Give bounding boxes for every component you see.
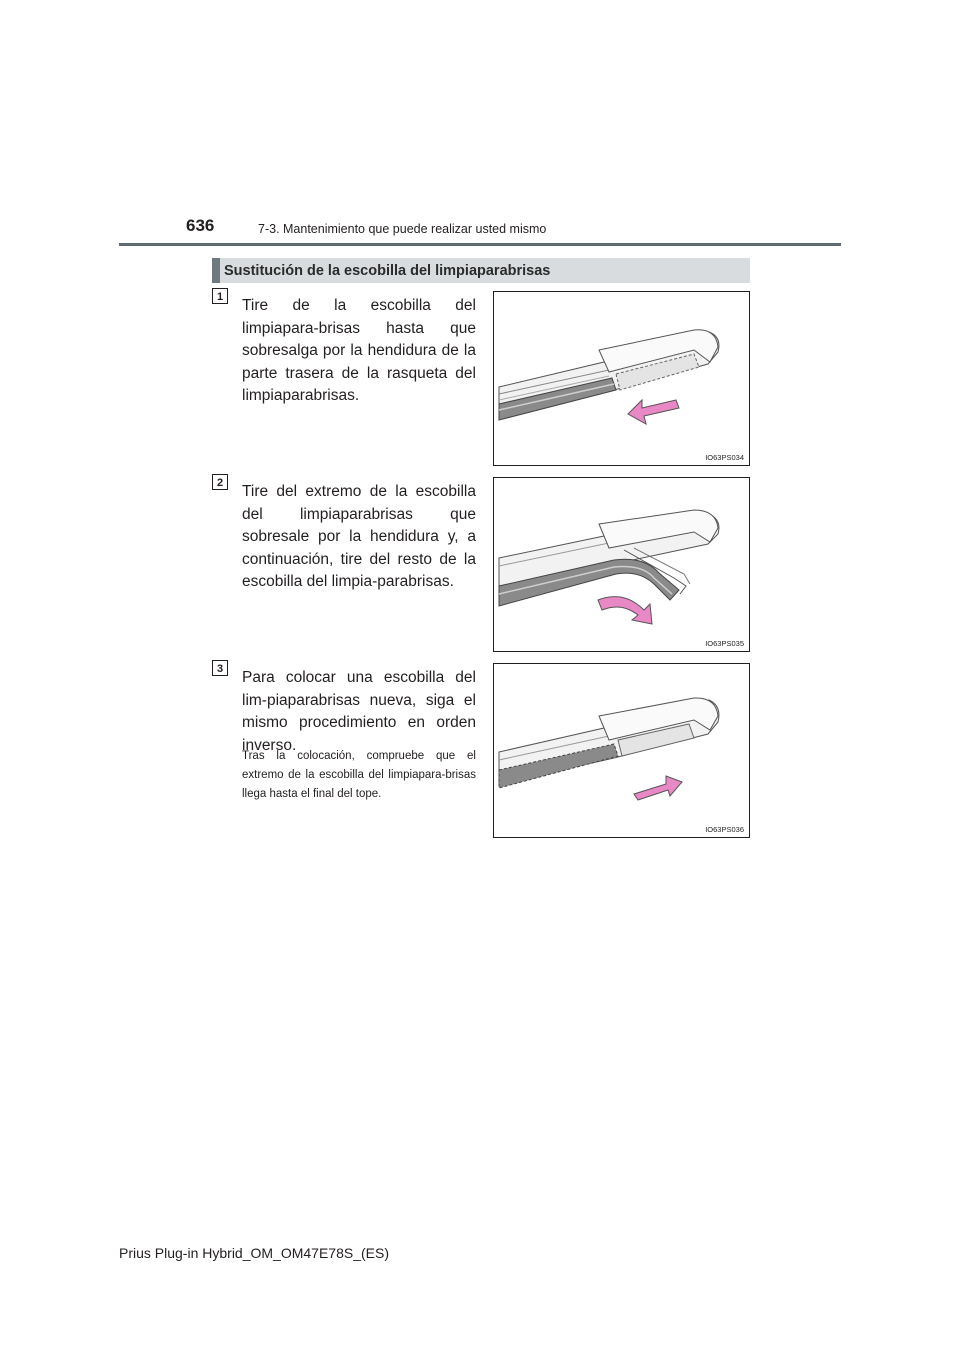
- arrow-curved-icon: [598, 597, 652, 624]
- header-divider: [119, 243, 841, 246]
- arrow-left-icon: [628, 400, 679, 424]
- figure-code-1: IO63PS034: [705, 453, 744, 462]
- figure-code-3: IO63PS036: [705, 825, 744, 834]
- page-number: 636: [186, 216, 215, 235]
- figure-code-2: IO63PS035: [705, 639, 744, 648]
- step-number-3: 3: [212, 660, 228, 676]
- figure-step-1: [493, 291, 750, 466]
- footer-document-id: Prius Plug-in Hybrid_OM_OM47E78S_(ES): [119, 1245, 389, 1261]
- arrow-right-icon: [634, 776, 682, 800]
- step-text-2: Tire del extremo de la escobilla del limpiaparabrisas que sobresale por la hendidura y, a continuación, tire del resto de la escobilla del limpia-parabrisas.: [242, 483, 476, 590]
- section-heading-accent: [212, 258, 220, 283]
- step-text-1: Tire de la escobilla del limpiapara-brisas hasta que sobresalga por la hendidura de la parte trasera de la rasqueta del limpiaparabrisas.: [242, 297, 476, 404]
- wiper-illustration-2: [494, 478, 750, 652]
- step-note-3: Tras la colocación, compruebe que el extremo de la escobilla del limpiapara-brisas llega hasta el final del tope.: [242, 750, 476, 800]
- step-number-1: 1: [212, 288, 228, 304]
- wiper-illustration-3: [494, 664, 750, 838]
- figure-step-3: [493, 663, 750, 838]
- figure-step-2: [493, 477, 750, 652]
- step-number-2: 2: [212, 474, 228, 490]
- chapter-title: 7-3. Mantenimiento que puede realizar usted mismo: [258, 222, 547, 236]
- section-title: Sustitución de la escobilla del limpiaparabrisas: [224, 263, 551, 279]
- wiper-illustration-1: [494, 292, 750, 466]
- step-text-3: Para colocar una escobilla del lim-piaparabrisas nueva, siga el mismo procedimiento en orden inverso.: [242, 669, 476, 754]
